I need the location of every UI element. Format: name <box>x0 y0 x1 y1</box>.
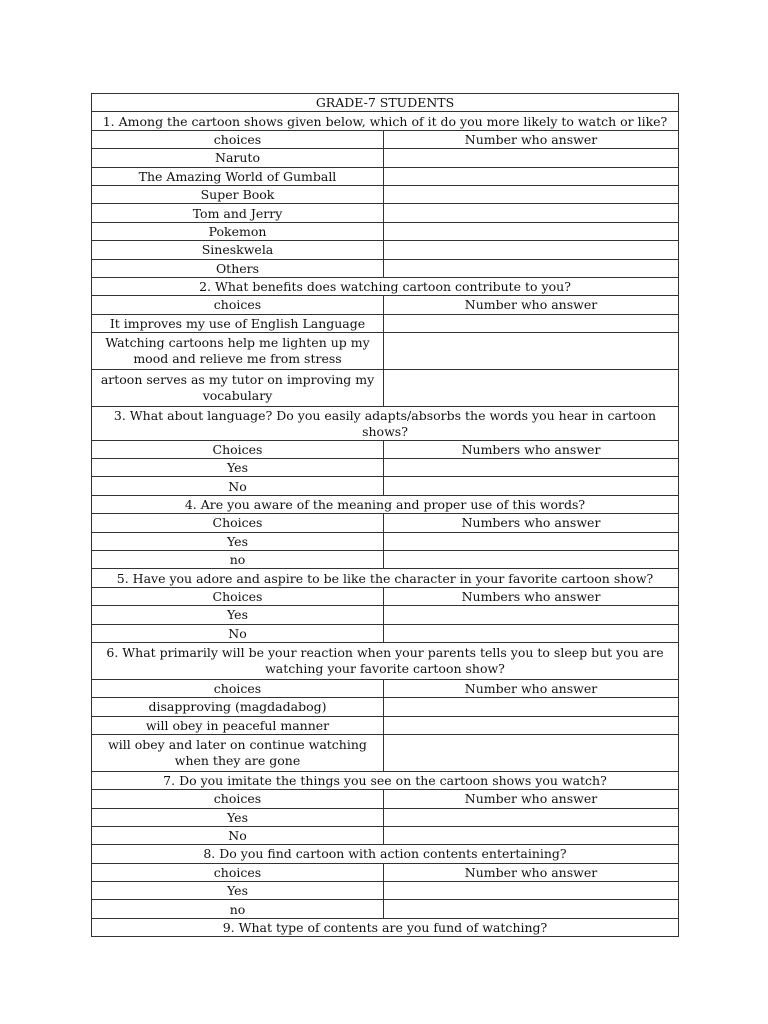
choice-option: It improves my use of English Language <box>92 314 384 332</box>
choice-option: no <box>92 551 384 569</box>
answer-cell[interactable] <box>384 606 679 624</box>
question-2: 2. What benefits does watching cartoon contribute to you? <box>92 277 679 295</box>
answer-cell[interactable] <box>384 314 679 332</box>
answer-cell[interactable] <box>384 222 679 240</box>
choice-option: Naruto <box>92 149 384 167</box>
survey-table <box>91 93 679 937</box>
choices-header: choices <box>92 296 384 314</box>
answer-header: Number who answer <box>384 679 679 697</box>
choices-header: choices <box>92 790 384 808</box>
answer-header: Numbers who answer <box>384 440 679 458</box>
answer-cell[interactable] <box>384 459 679 477</box>
answer-header: Numbers who answer <box>384 587 679 605</box>
answer-cell[interactable] <box>384 624 679 642</box>
question-8: 8. Do you find cartoon with action contents entertaining? <box>92 845 679 863</box>
answer-cell[interactable] <box>384 716 679 734</box>
answer-cell[interactable] <box>384 734 679 771</box>
choice-option: Others <box>92 259 384 277</box>
choice-option: Yes <box>92 882 384 900</box>
answer-header: Number who answer <box>384 863 679 881</box>
answer-cell[interactable] <box>384 826 679 844</box>
question-4: 4. Are you aware of the meaning and proper use of this words? <box>92 495 679 513</box>
answer-cell[interactable] <box>384 333 679 370</box>
choices-header: choices <box>92 863 384 881</box>
answer-cell[interactable] <box>384 241 679 259</box>
question-7: 7. Do you imitate the things you see on the cartoon shows you watch? <box>92 771 679 789</box>
choice-option: Yes <box>92 459 384 477</box>
choice-option: No <box>92 624 384 642</box>
question-6: 6. What primarily will be your reaction when your parents tells you to sleep but you are watching your favorite cartoon show? <box>92 642 679 679</box>
answer-header: Number who answer <box>384 790 679 808</box>
answer-cell[interactable] <box>384 259 679 277</box>
choice-option: Sineskwela <box>92 241 384 259</box>
choice-option: will obey and later on continue watching when they are gone <box>92 734 384 771</box>
choices-header: choices <box>92 679 384 697</box>
choice-option: artoon serves as my tutor on improving my vocabulary <box>92 369 384 406</box>
question-3: 3. What about language? Do you easily adapts/absorbs the words you hear in cartoon shows? <box>92 406 679 440</box>
choice-option: Watching cartoons help me lighten up my mood and relieve me from stress <box>92 333 384 370</box>
answer-cell[interactable] <box>384 149 679 167</box>
question-5: 5. Have you adore and aspire to be like the character in your favorite cartoon show? <box>92 569 679 587</box>
choice-option: The Amazing World of Gumball <box>92 167 384 185</box>
answer-header: Number who answer <box>384 130 679 148</box>
choice-option: Yes <box>92 606 384 624</box>
choice-option: Tom and Jerry <box>92 204 384 222</box>
choice-option: Yes <box>92 532 384 550</box>
choice-option: Pokemon <box>92 222 384 240</box>
choices-header: Choices <box>92 440 384 458</box>
choice-option: no <box>92 900 384 918</box>
choices-header: Choices <box>92 514 384 532</box>
choices-header: choices <box>92 130 384 148</box>
choice-option: Super Book <box>92 185 384 203</box>
table-title: GRADE-7 STUDENTS <box>92 94 679 112</box>
choice-option: No <box>92 477 384 495</box>
answer-cell[interactable] <box>384 900 679 918</box>
answer-header: Number who answer <box>384 296 679 314</box>
answer-cell[interactable] <box>384 698 679 716</box>
choice-option: Yes <box>92 808 384 826</box>
answer-cell[interactable] <box>384 808 679 826</box>
answer-cell[interactable] <box>384 185 679 203</box>
answer-cell[interactable] <box>384 551 679 569</box>
choice-option: disapproving (magdadabog) <box>92 698 384 716</box>
choice-option: will obey in peaceful manner <box>92 716 384 734</box>
choices-header: Choices <box>92 587 384 605</box>
choice-option: No <box>92 826 384 844</box>
answer-cell[interactable] <box>384 477 679 495</box>
question-1: 1. Among the cartoon shows given below, which of it do you more likely to watch or like? <box>92 112 679 130</box>
answer-cell[interactable] <box>384 882 679 900</box>
answer-cell[interactable] <box>384 204 679 222</box>
answer-cell[interactable] <box>384 167 679 185</box>
answer-header: Numbers who answer <box>384 514 679 532</box>
question-9: 9. What type of contents are you fund of watching? <box>92 918 679 936</box>
answer-cell[interactable] <box>384 369 679 406</box>
answer-cell[interactable] <box>384 532 679 550</box>
